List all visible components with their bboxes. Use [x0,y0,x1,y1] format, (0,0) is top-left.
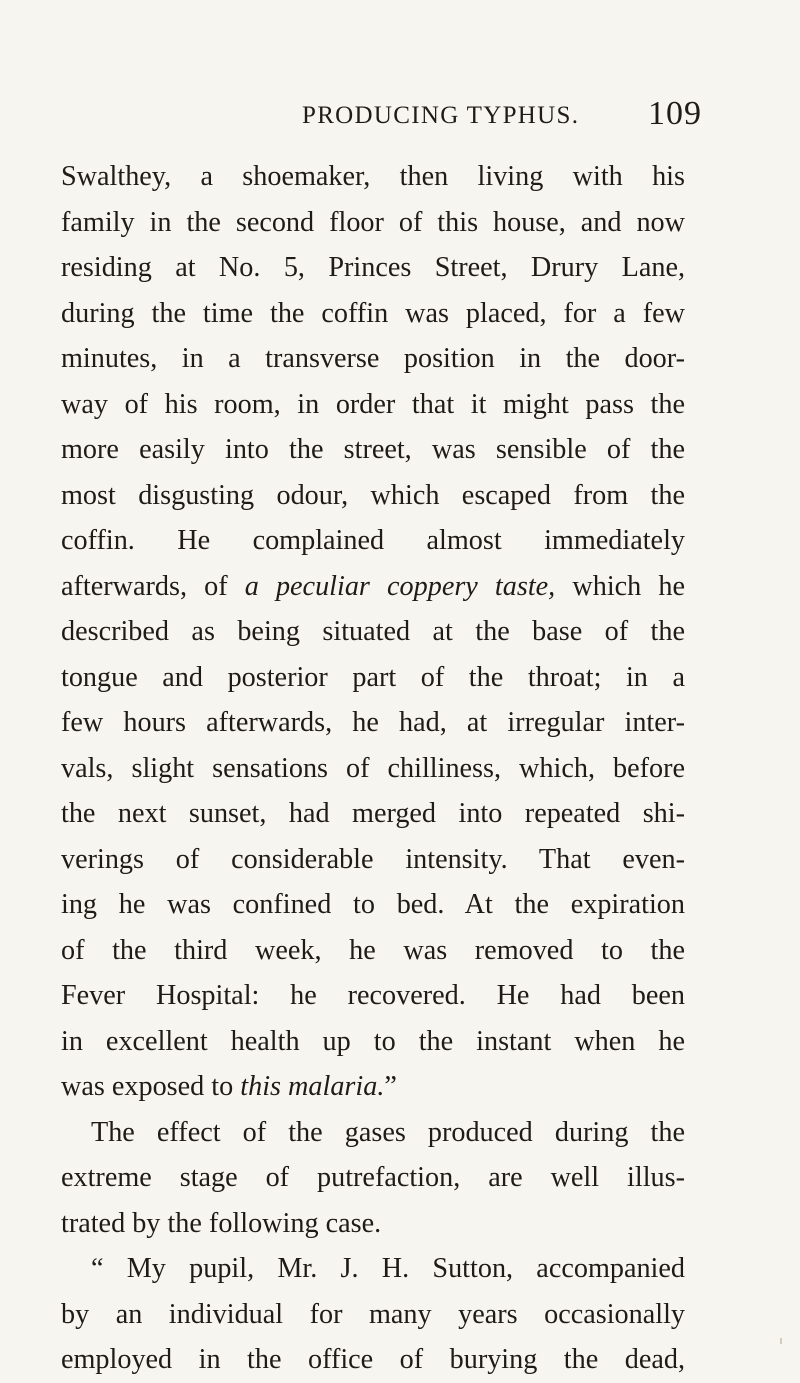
text-line: by an individual for many years occasionally [61,1298,685,1330]
italic-phrase: this malaria. [240,1071,385,1102]
text-fragment: ” [384,1071,397,1102]
text-line: trated by the following case. [61,1207,382,1239]
text-line: verings of considerable intensity. That even- [61,843,685,875]
text-line: in excellent health up to the instant when he [61,1025,685,1057]
italic-phrase: a peculiar coppery taste, [244,570,556,602]
text-line: vals, slight sensations of chilliness, which, before [61,752,685,784]
text-line: extreme stage of putrefaction, are well illus- [61,1162,685,1193]
page-number: 109 [648,95,702,132]
text-line: more easily into the street, was sensible of the [61,434,685,465]
text-line: The effect of the gases produced during the [91,1116,685,1148]
text-fragment: was exposed to [61,1071,241,1102]
text-line: most disgusting odour, which escaped from the [61,479,685,511]
text-line: the next sunset, had merged into repeated shi- [61,798,685,829]
text-line: coffin. He complained almost immediately [61,525,685,556]
text-line: during the time the coffin was placed, for a few [61,297,685,329]
text-line: minutes, in a transverse position in the door- [61,343,685,374]
body-text [61,154,685,1383]
text-line: residing at No. 5, Princes Street, Drury Lane, [61,252,685,283]
text-line-mixed [61,1064,685,1110]
text-line-mixed [61,564,685,610]
text-line: “ My pupil, Mr. J. H. Sutton, accompanied [91,1253,685,1284]
text-line: of the third week, he was removed to the [61,934,685,966]
text-line: few hours afterwards, he had, at irregular inter- [61,707,685,738]
running-head: PRODUCING TYPHUS. [302,102,580,129]
page-header [0,92,800,136]
paper-speck [780,1338,782,1344]
text-line: described as being situated at the base of the [61,616,685,647]
text-fragment: afterwards, of [61,570,245,602]
text-line: ing he was confined to bed. At the expiration [61,889,685,920]
text-fragment: which he [555,570,685,602]
text-line: Fever Hospital: he recovered. He had been [61,980,685,1011]
text-line: employed in the office of burying the dead, [61,1344,685,1375]
text-line: way of his room, in order that it might pass the [61,388,685,420]
text-line: family in the second floor of this house, and now [61,206,685,238]
text-line: tongue and posterior part of the throat; in a [61,661,685,693]
text-line: Swalthey, a shoemaker, then living with his [61,161,685,192]
